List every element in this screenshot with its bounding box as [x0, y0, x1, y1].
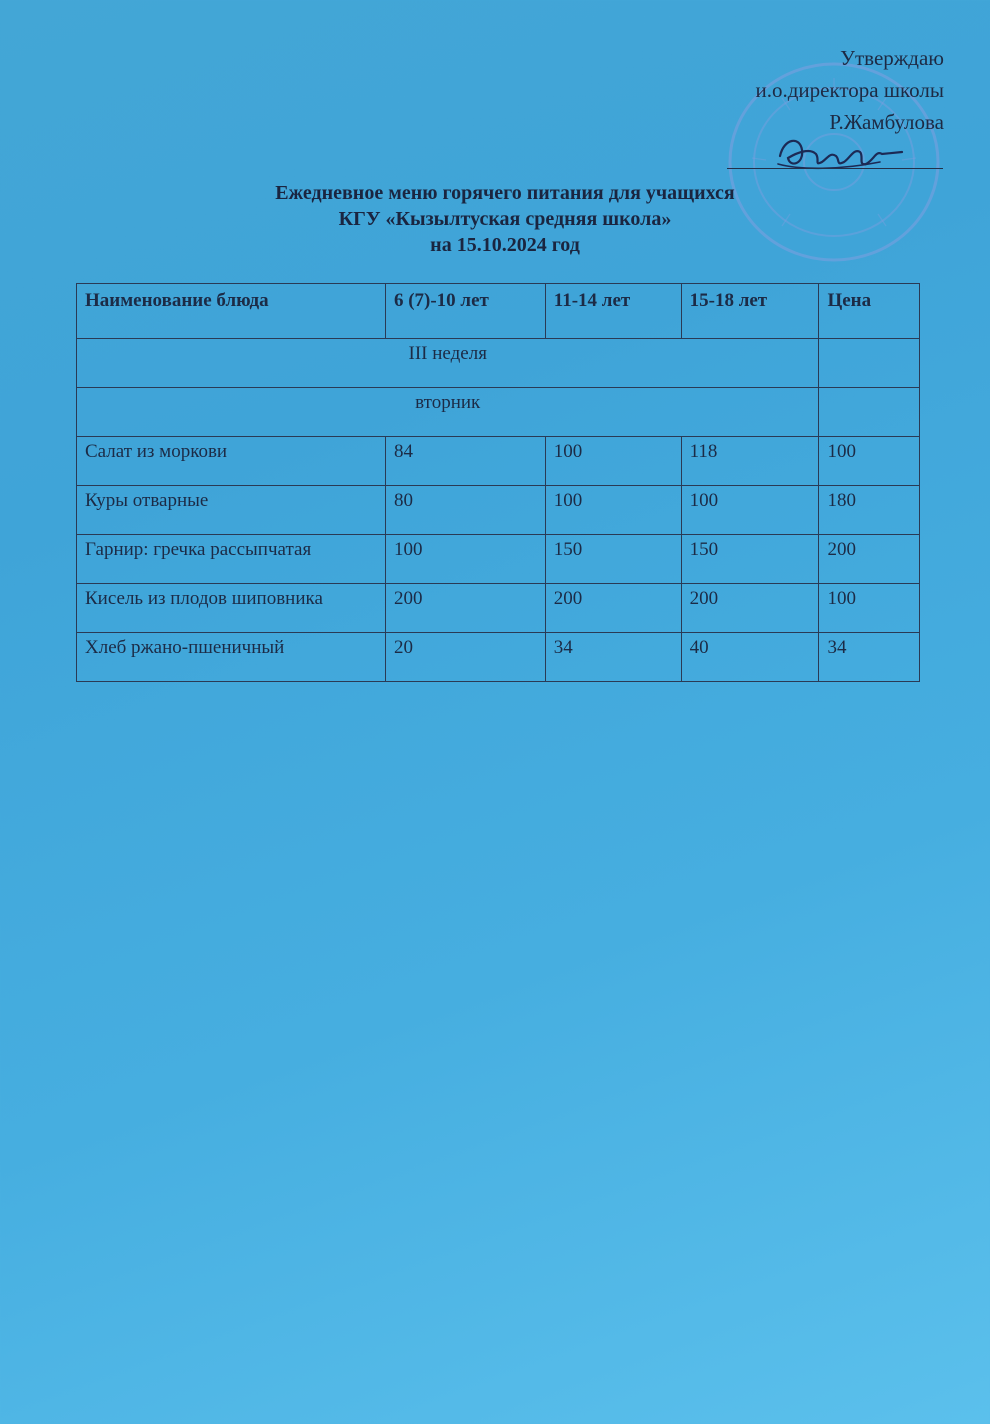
portion-15-18: 40 [681, 633, 819, 682]
dish-name: Хлеб ржано-пшеничный [77, 633, 386, 682]
title-line-2: КГУ «Кызылтуская средняя школа» [338, 208, 672, 230]
dish-name: Куры отварные [77, 486, 386, 535]
portion-11-14: 200 [545, 584, 681, 633]
price: 200 [819, 535, 920, 584]
price: 100 [819, 584, 920, 633]
week-price-cell [819, 339, 920, 388]
dish-name: Салат из моркови [77, 437, 386, 486]
document-title [0, 180, 990, 258]
approval-line-position: и.о.директора школы [755, 78, 944, 102]
table-row [77, 535, 920, 584]
portion-11-14: 100 [545, 486, 681, 535]
price: 34 [819, 633, 920, 682]
table-header-row [77, 284, 920, 339]
week-row [77, 339, 920, 388]
header-age-11-14: 11-14 лет [545, 284, 681, 339]
portion-15-18: 100 [681, 486, 819, 535]
menu-table [76, 283, 920, 682]
portion-15-18: 150 [681, 535, 819, 584]
title-line-1: Ежедневное меню горячего питания для учащихся [275, 182, 735, 204]
day-label: вторник [77, 388, 819, 437]
table-row [77, 633, 920, 682]
price: 100 [819, 437, 920, 486]
title-line-3: на 15.10.2024 год [430, 234, 580, 256]
portion-15-18: 118 [681, 437, 819, 486]
handwritten-signature-icon [770, 130, 910, 176]
header-dish-name: Наименование блюда [77, 284, 386, 339]
portion-6-10: 100 [385, 535, 545, 584]
approval-line-name: Р.Жамбулова [829, 110, 944, 134]
table-row [77, 584, 920, 633]
price: 180 [819, 486, 920, 535]
table-row [77, 437, 920, 486]
header-age-15-18: 15-18 лет [681, 284, 819, 339]
portion-11-14: 34 [545, 633, 681, 682]
header-age-6-10: 6 (7)-10 лет [385, 284, 545, 339]
portion-11-14: 150 [545, 535, 681, 584]
approval-block [756, 42, 945, 138]
day-price-cell [819, 388, 920, 437]
day-row [77, 388, 920, 437]
dish-name: Гарнир: гречка рассыпчатая [77, 535, 386, 584]
portion-6-10: 200 [385, 584, 545, 633]
header-price: Цена [819, 284, 920, 339]
week-label: III неделя [77, 339, 819, 388]
signature-line [727, 168, 943, 169]
dish-name: Кисель из плодов шиповника [77, 584, 386, 633]
table-row [77, 486, 920, 535]
portion-11-14: 100 [545, 437, 681, 486]
portion-6-10: 80 [385, 486, 545, 535]
portion-15-18: 200 [681, 584, 819, 633]
approval-line-approve: Утверждаю [840, 46, 944, 70]
portion-6-10: 20 [385, 633, 545, 682]
portion-6-10: 84 [385, 437, 545, 486]
